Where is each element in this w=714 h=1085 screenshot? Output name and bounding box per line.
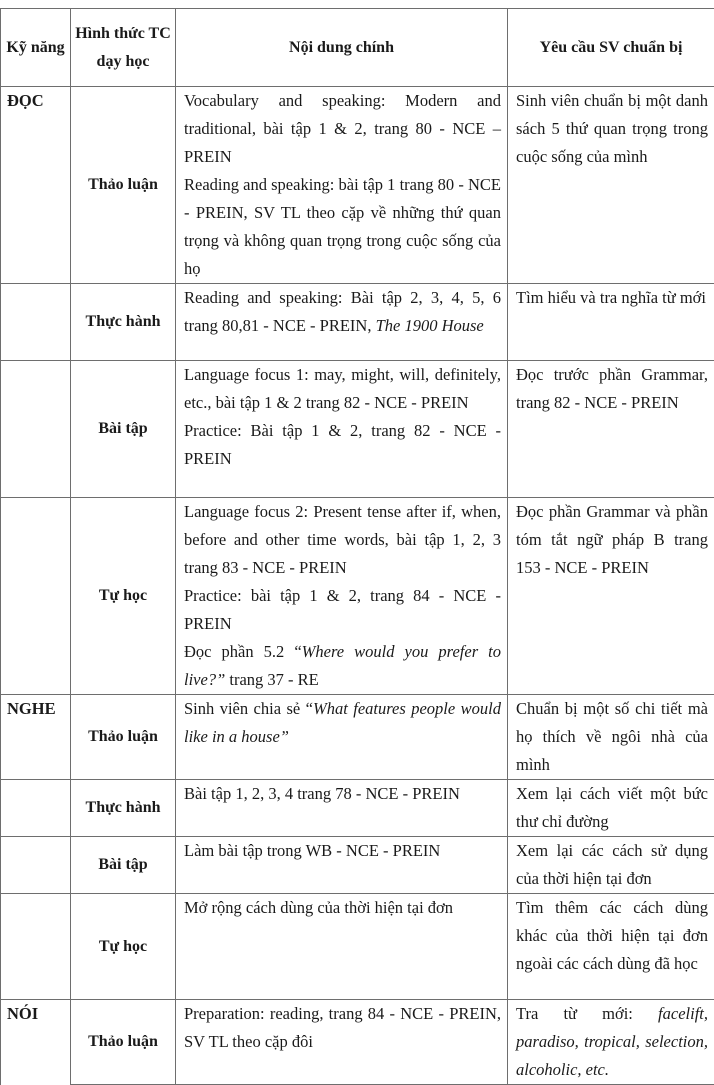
content-text: Reading and speaking: Bài tập 2, 3, 4, 5, 6 trang 80,81 - NCE - PREIN, [184,288,501,335]
skill-cell: NGHE [1,695,71,780]
content-cell [176,361,508,498]
content-italic: Where would you prefer to live?” [184,642,501,689]
header-student-prep: Yêu cầu SV chuẩn bị [508,9,714,87]
skill-cell: ĐỌC [1,87,71,284]
content-line [184,638,501,694]
prep-cell [508,1000,714,1085]
table-row [1,780,714,837]
content-cell [176,87,508,284]
content-text: Sinh viên chia sẻ “ [184,699,313,718]
table-row [1,87,714,284]
content-line: Practice: bài tập 1 & 2, trang 84 - NCE - PREIN [184,582,501,638]
prep-cell: Tìm thêm các cách dùng khác của thời hiện tại đơn ngoài các cách dùng đã học [508,894,714,1000]
form-cell: Thảo luận [71,695,176,780]
content-line: Reading and speaking: bài tập 1 trang 80 - NCE - PREIN, SV TL theo cặp về những thứ quan trọng và không quan trọng trong cuộc sống của họ [184,171,501,283]
skill-cell [1,284,71,361]
content-text: Đọc phần 5.2 “ [184,642,302,661]
form-cell: Bài tập [71,361,176,498]
prep-cell: Đọc trước phần Grammar, trang 82 - NCE - PREIN [508,361,714,498]
table-row [1,894,714,1000]
content-text: trang 37 - RE [225,670,318,689]
header-skill: Kỹ năng [1,9,71,87]
form-cell: Tự học [71,894,176,1000]
content-cell [176,498,508,695]
header-main-content: Nội dung chính [176,9,508,87]
table-row [1,284,714,361]
content-line: Vocabulary and speaking: Modern and traditional, bài tập 1 & 2, trang 80 - NCE – PREIN [184,87,501,171]
prep-cell: Chuẩn bị một số chi tiết mà họ thích về ngôi nhà của mình [508,695,714,780]
table-row [1,361,714,498]
content-cell [176,284,508,361]
syllabus-table [0,8,714,1085]
skill-cell [1,498,71,695]
content-cell: Làm bài tập trong WB - NCE - PREIN [176,837,508,894]
table-row [1,695,714,780]
content-italic: The 1900 House [376,316,484,335]
prep-cell: Đọc phần Grammar và phần tóm tắt ngữ pháp B trang 153 - NCE - PREIN [508,498,714,695]
table-row [1,498,714,695]
skill-cell [1,837,71,894]
prep-cell: Sinh viên chuẩn bị một danh sách 5 thứ quan trọng trong cuộc sống của mình [508,87,714,284]
prep-cell: Tìm hiểu và tra nghĩa từ mới [508,284,714,361]
content-cell: Preparation: reading, trang 84 - NCE - PREIN, SV TL theo cặp đôi [176,1000,508,1085]
form-cell: Tự học [71,498,176,695]
prep-italic: facelift, paradiso, tropical, selection, alcoholic, etc. [516,1004,708,1079]
content-line: Language focus 1: may, might, will, definitely, etc., bài tập 1 & 2 trang 82 - NCE - PREIN [184,361,501,417]
prep-cell: Xem lại các cách sử dụng của thời hiện tại đơn [508,837,714,894]
table-row [1,837,714,894]
content-line: Practice: Bài tập 1 & 2, trang 82 - NCE - PREIN [184,417,501,473]
header-teaching-form: Hình thức TC dạy học [71,9,176,87]
skill-cell: NÓI [1,1000,71,1085]
table-header-row [1,9,714,87]
prep-text: Tra từ mới: [516,1004,658,1023]
form-cell: Thực hành [71,780,176,837]
skill-cell [1,780,71,837]
form-cell: Thảo luận [71,1000,176,1085]
form-cell: Thực hành [71,284,176,361]
form-cell: Bài tập [71,837,176,894]
content-cell: Bài tập 1, 2, 3, 4 trang 78 - NCE - PREIN [176,780,508,837]
skill-cell [1,361,71,498]
prep-cell: Xem lại cách viết một bức thư chỉ đường [508,780,714,837]
content-cell: Mở rộng cách dùng của thời hiện tại đơn [176,894,508,1000]
content-cell [176,695,508,780]
content-line: Language focus 2: Present tense after if, when, before and other time words, bài tập 1, 2, 3 trang 83 - NCE - PREIN [184,498,501,582]
skill-cell [1,894,71,1000]
table-row [1,1000,714,1085]
form-cell: Thảo luận [71,87,176,284]
content-italic: What features people would like in a house” [184,699,501,746]
